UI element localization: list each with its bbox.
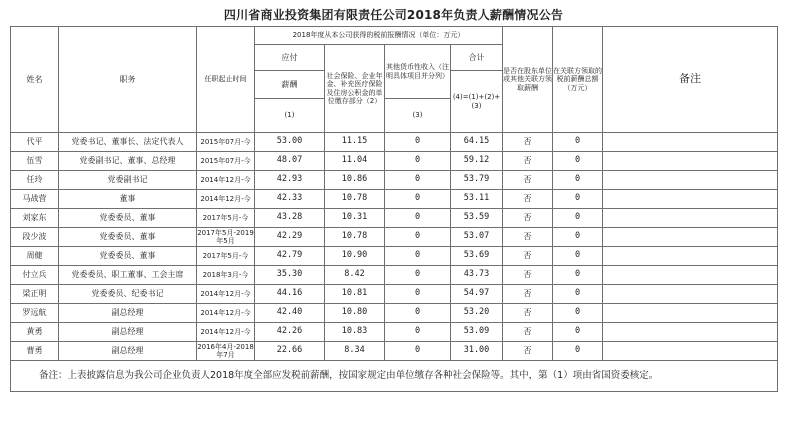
cell-other: 0 [385,304,451,323]
page-title: 四川省商业投资集团有限责任公司2018年负责人薪酬情况公告 [223,8,564,22]
table-row [11,342,778,361]
cell-other: 0 [385,209,451,228]
cell-name: 任玲 [11,171,59,190]
cell-social: 10.31 [325,209,385,228]
cell-position: 董事 [59,190,197,209]
table-row [11,171,778,190]
cell-related: 0 [553,190,603,209]
cell-term: 2015年07月-今 [197,133,255,152]
cell-remarks [603,266,778,285]
cell-flag: 否 [503,304,553,323]
cell-term: 2014年12月-今 [197,171,255,190]
cell-total: 59.12 [451,152,503,171]
cell-position: 副总经理 [59,342,197,361]
cell-other: 0 [385,247,451,266]
cell-related: 0 [553,247,603,266]
cell-position: 党委副书记 [59,171,197,190]
table-row [11,228,778,247]
cell-salary: 42.29 [255,228,325,247]
cell-social: 10.83 [325,323,385,342]
cell-social: 10.81 [325,285,385,304]
cell-related: 0 [553,133,603,152]
cell-total: 54.97 [451,285,503,304]
cell-position: 党委委员、纪委书记 [59,285,197,304]
cell-salary: 42.79 [255,247,325,266]
cell-total: 53.07 [451,228,503,247]
table-row [11,133,778,152]
header-salary-idx: (1) [255,99,325,133]
cell-position: 党委副书记、董事、总经理 [59,152,197,171]
header-term: 任职起止时间 [197,27,255,133]
cell-position: 党委委员、董事 [59,228,197,247]
cell-name: 罗远航 [11,304,59,323]
cell-remarks [603,171,778,190]
table-row [11,304,778,323]
cell-name: 代平 [11,133,59,152]
cell-flag: 否 [503,171,553,190]
cell-flag: 否 [503,190,553,209]
cell-name: 付立兵 [11,266,59,285]
cell-remarks [603,304,778,323]
cell-salary: 43.28 [255,209,325,228]
header-group: 2018年度从本公司获得的税前报酬情况（单位：万元） [255,27,503,45]
cell-related: 0 [553,323,603,342]
cell-related: 0 [553,285,603,304]
cell-salary: 44.16 [255,285,325,304]
cell-related: 0 [553,209,603,228]
header-position: 职务 [59,27,197,133]
cell-total: 53.69 [451,247,503,266]
header-payable: 应付 [255,45,325,71]
cell-other: 0 [385,228,451,247]
cell-total: 31.00 [451,342,503,361]
cell-remarks [603,209,778,228]
cell-other: 0 [385,342,451,361]
cell-position: 党委委员、职工董事、工会主席 [59,266,197,285]
cell-term: 2015年07月-今 [197,152,255,171]
cell-salary: 42.33 [255,190,325,209]
table-row [11,209,778,228]
cell-other: 0 [385,171,451,190]
cell-position: 副总经理 [59,323,197,342]
cell-related: 0 [553,304,603,323]
cell-term: 2014年12月-今 [197,190,255,209]
cell-total: 53.11 [451,190,503,209]
cell-name: 黄勇 [11,323,59,342]
salary-table [10,26,778,392]
cell-related: 0 [553,171,603,190]
cell-total: 53.20 [451,304,503,323]
cell-remarks [603,152,778,171]
cell-flag: 否 [503,152,553,171]
cell-flag: 否 [503,209,553,228]
cell-other: 0 [385,266,451,285]
cell-salary: 42.40 [255,304,325,323]
cell-related: 0 [553,152,603,171]
cell-social: 10.78 [325,190,385,209]
cell-flag: 否 [503,342,553,361]
cell-social: 8.42 [325,266,385,285]
table-row [11,152,778,171]
cell-social: 10.90 [325,247,385,266]
cell-related: 0 [553,228,603,247]
cell-position: 党委委员、董事 [59,247,197,266]
header-other-idx: (3) [385,99,451,133]
cell-salary: 48.07 [255,152,325,171]
cell-related: 0 [553,342,603,361]
footer-note: 备注：上表披露信息为我公司企业负责人2018年度全部应发税前薪酬，按国家规定由单位缴存各种社会保险等。其中，第（1）项由省国资委核定。 [11,361,778,392]
cell-term: 2014年12月-今 [197,323,255,342]
table-row [11,247,778,266]
cell-remarks [603,247,778,266]
cell-remarks [603,342,778,361]
cell-other: 0 [385,152,451,171]
cell-total: 64.15 [451,133,503,152]
header-shareholder: 是否在股东单位或其他关联方领取薪酬 [503,27,553,133]
cell-name: 伍雪 [11,152,59,171]
cell-term: 2016年4月-2018年7月 [197,342,254,359]
cell-salary: 22.66 [255,342,325,361]
cell-social: 10.78 [325,228,385,247]
cell-other: 0 [385,285,451,304]
cell-name: 曹勇 [11,342,59,361]
header-name: 姓名 [11,27,59,133]
table-row [11,190,778,209]
cell-total: 53.79 [451,171,503,190]
cell-total: 53.59 [451,209,503,228]
cell-name: 段少波 [11,228,59,247]
cell-other: 0 [385,133,451,152]
cell-remarks [603,285,778,304]
cell-term: 2017年5月-今 [197,209,255,228]
cell-total: 53.09 [451,323,503,342]
cell-other: 0 [385,190,451,209]
header-social: 社会保险、企业年金、补充医疗保险及住房公积金的单位缴存部分（2） [325,45,385,133]
cell-flag: 否 [503,247,553,266]
table-row [11,323,778,342]
header-total: 合计 [451,45,503,71]
cell-name: 梁正明 [11,285,59,304]
cell-social: 8.34 [325,342,385,361]
header-total-formula: (4)=(1)+(2)+(3) [451,71,503,133]
cell-name: 刘家东 [11,209,59,228]
cell-remarks [603,228,778,247]
header-remarks: 备注 [603,27,778,133]
table-row [11,285,778,304]
cell-term: 2017年5月-今 [197,247,255,266]
cell-term: 2014年12月-今 [197,285,255,304]
cell-position: 副总经理 [59,304,197,323]
cell-total: 43.73 [451,266,503,285]
cell-name: 马战营 [11,190,59,209]
table-row [11,266,778,285]
cell-salary: 53.00 [255,133,325,152]
cell-term: 2014年12月-今 [197,304,255,323]
cell-flag: 否 [503,133,553,152]
cell-social: 11.04 [325,152,385,171]
cell-salary: 35.30 [255,266,325,285]
cell-remarks [603,190,778,209]
cell-social: 11.15 [325,133,385,152]
cell-other: 0 [385,323,451,342]
cell-term: 2018年3月-今 [197,266,255,285]
cell-related: 0 [553,266,603,285]
cell-flag: 否 [503,323,553,342]
cell-salary: 42.26 [255,323,325,342]
cell-remarks [603,133,778,152]
header-other: 其他货币性收入（注明具体项目并分列） [385,45,451,99]
cell-flag: 否 [503,285,553,304]
cell-remarks [603,323,778,342]
cell-position: 党委委员、董事 [59,209,197,228]
cell-flag: 否 [503,228,553,247]
cell-social: 10.80 [325,304,385,323]
cell-flag: 否 [503,266,553,285]
cell-term: 2017年5月-2019年5月 [197,228,254,245]
header-salary: 薪酬 [255,71,325,99]
cell-salary: 42.93 [255,171,325,190]
header-related-income: 在关联方领取的税前薪酬总额（万元） [553,27,603,133]
cell-social: 10.86 [325,171,385,190]
cell-name: 周健 [11,247,59,266]
cell-position: 党委书记、董事长、法定代表人 [59,133,197,152]
